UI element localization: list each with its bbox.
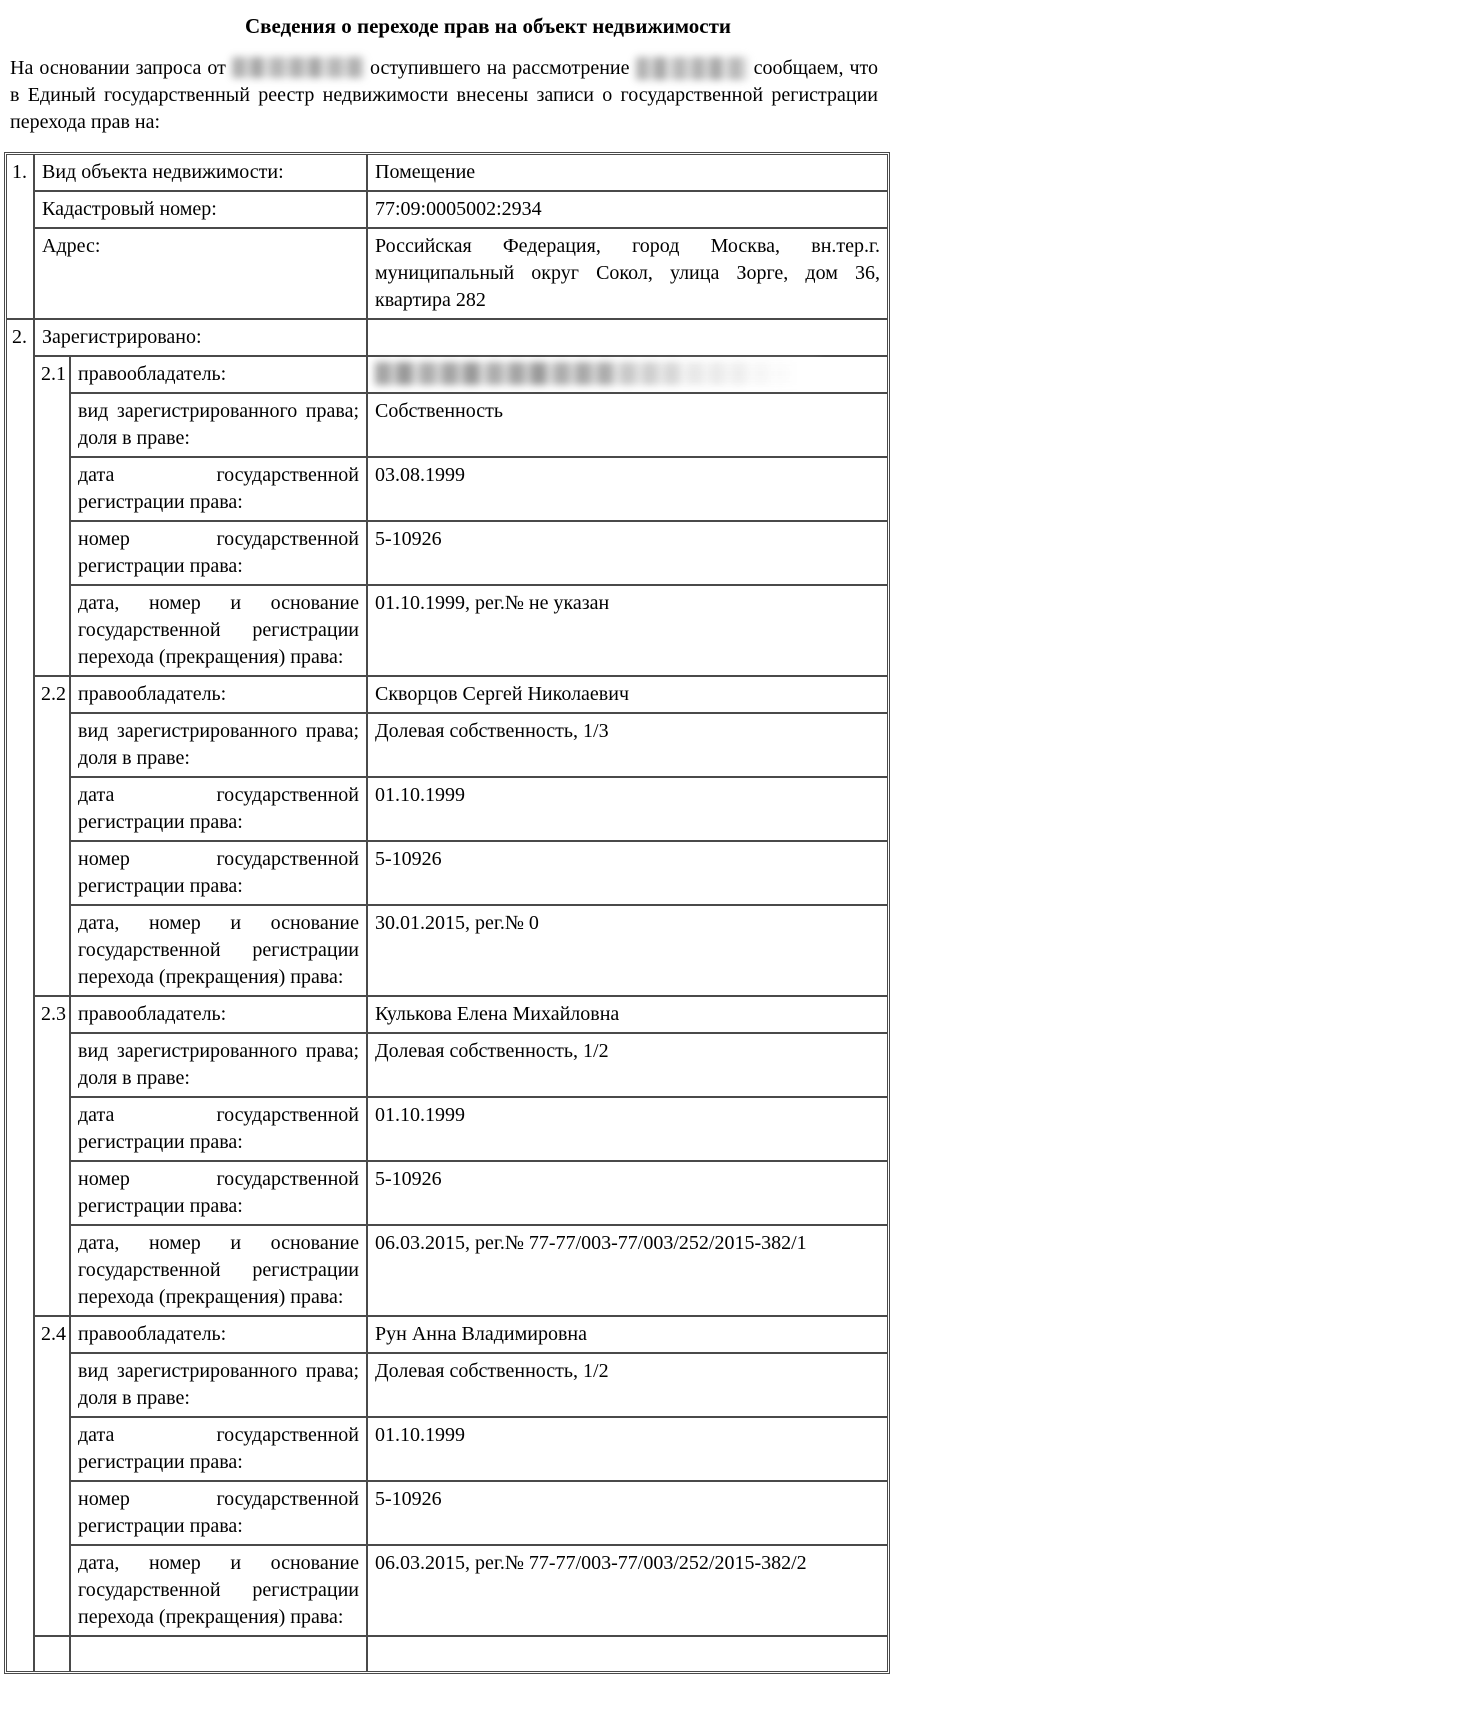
table-row [6,1417,888,1481]
table-row [6,676,888,713]
right-type-label: вид зарегистрированного права; доля в праве: [70,1353,367,1417]
entry-number: 2.1 [34,356,70,676]
reg-number-label: номер государственной регистрации права: [70,1481,367,1545]
rights-transfer-table [4,152,890,1674]
table-row [6,1225,888,1316]
reg-number-label: номер государственной регистрации права: [70,1161,367,1225]
table-row [6,356,888,393]
holder-label: правообладатель: [70,356,367,393]
page-title: Сведения о переходе прав на объект недвижимости [244,14,732,38]
transfer-label: дата, номер и основание государственной регистрации перехода (прекращения) права: [70,1225,367,1316]
reg-number-value: 5-10926 [367,521,888,585]
reg-number-label: номер государственной регистрации права: [70,521,367,585]
table-row [6,319,888,356]
table-row [6,1161,888,1225]
entry-number: 2.3 [34,996,70,1316]
section-number: 1. [6,154,34,319]
reg-number-label: номер государственной регистрации права: [70,841,367,905]
cadastral-number-value: 77:09:0005002:2934 [367,191,888,228]
table-row [6,996,888,1033]
section-number: 2. [6,319,34,1672]
reg-number-value: 5-10926 [367,1481,888,1545]
table-row [6,228,888,319]
redacted-holder-name [375,362,820,385]
transfer-label: дата, номер и основание государственной регистрации перехода (прекращения) права: [70,905,367,996]
table-row [6,457,888,521]
reg-date-value: 01.10.1999 [367,1097,888,1161]
object-type-label: Вид объекта недвижимости: [34,154,367,191]
entry-number: 2.4 [34,1316,70,1636]
reg-date-label: дата государственной регистрации права: [70,1417,367,1481]
table-row [6,777,888,841]
intro-text-2: оступившего на рассмотрение [369,57,630,79]
intro-text-3: сообщаем, что в Единый государственный реестр недвижимости внесены записи о государственной регистрации перехода прав на: [10,57,879,133]
reg-number-value: 5-10926 [367,841,888,905]
reg-date-value: 03.08.1999 [367,457,888,521]
table-row [6,841,888,905]
transfer-label: дата, номер и основание государственной регистрации перехода (прекращения) права: [70,1545,367,1636]
holder-label: правообладатель: [70,996,367,1033]
transfer-value: 30.01.2015, рег.№ 0 [367,905,888,996]
transfer-value: 01.10.1999, рег.№ не указан [367,585,888,676]
entry-number [34,1636,70,1672]
right-type-label: вид зарегистрированного права; доля в праве: [70,713,367,777]
registered-value [367,319,888,356]
right-type-value: Долевая собственность, 1/2 [367,1353,888,1417]
transfer-label: дата, номер и основание государственной регистрации перехода (прекращения) права: [70,585,367,676]
reg-date-label: дата государственной регистрации права: [70,777,367,841]
table-row [6,585,888,676]
table-row [6,191,888,228]
holder-value [367,356,888,393]
redacted-reference [636,57,748,80]
cadastral-number-label: Кадастровый номер: [34,191,367,228]
table-row-partial [6,1636,888,1672]
reg-date-label: дата государственной регистрации права: [70,457,367,521]
right-type-label: вид зарегистрированного права; доля в праве: [70,393,367,457]
holder-label [70,1636,367,1672]
holder-label: правообладатель: [70,676,367,713]
redacted-request-date [232,57,364,78]
transfer-value: 06.03.2015, рег.№ 77-77/003-77/003/252/2015-382/1 [367,1225,888,1316]
table-row [6,393,888,457]
object-type-value: Помещение [367,154,888,191]
table-row [6,521,888,585]
holder-value: Рун Анна Владимировна [367,1316,888,1353]
table-row [6,1545,888,1636]
table-row [6,713,888,777]
reg-date-value: 01.10.1999 [367,1417,888,1481]
reg-date-value: 01.10.1999 [367,777,888,841]
address-label: Адрес: [34,228,367,319]
table-row [6,1097,888,1161]
holder-value [367,1636,888,1672]
table-row [6,1316,888,1353]
right-type-value: Долевая собственность, 1/3 [367,713,888,777]
transfer-value: 06.03.2015, рег.№ 77-77/003-77/003/252/2015-382/2 [367,1545,888,1636]
reg-date-label: дата государственной регистрации права: [70,1097,367,1161]
holder-label: правообладатель: [70,1316,367,1353]
intro-paragraph [10,55,878,136]
table-row [6,154,888,191]
table-row [6,1353,888,1417]
table-row [6,1481,888,1545]
right-type-value: Долевая собственность, 1/2 [367,1033,888,1097]
entry-number: 2.2 [34,676,70,996]
table-row [6,905,888,996]
right-type-value: Собственность [367,393,888,457]
registered-label: Зарегистрировано: [34,319,367,356]
address-value: Российская Федерация, город Москва, вн.тер.г. муниципальный округ Сокол, улица Зорге, дом 36, квартира 282 [367,228,888,319]
table-row [6,1033,888,1097]
reg-number-value: 5-10926 [367,1161,888,1225]
holder-value: Кулькова Елена Михайловна [367,996,888,1033]
holder-value: Скворцов Сергей Николаевич [367,676,888,713]
intro-text-1: На основании запроса от [10,57,226,79]
right-type-label: вид зарегистрированного права; доля в праве: [70,1033,367,1097]
